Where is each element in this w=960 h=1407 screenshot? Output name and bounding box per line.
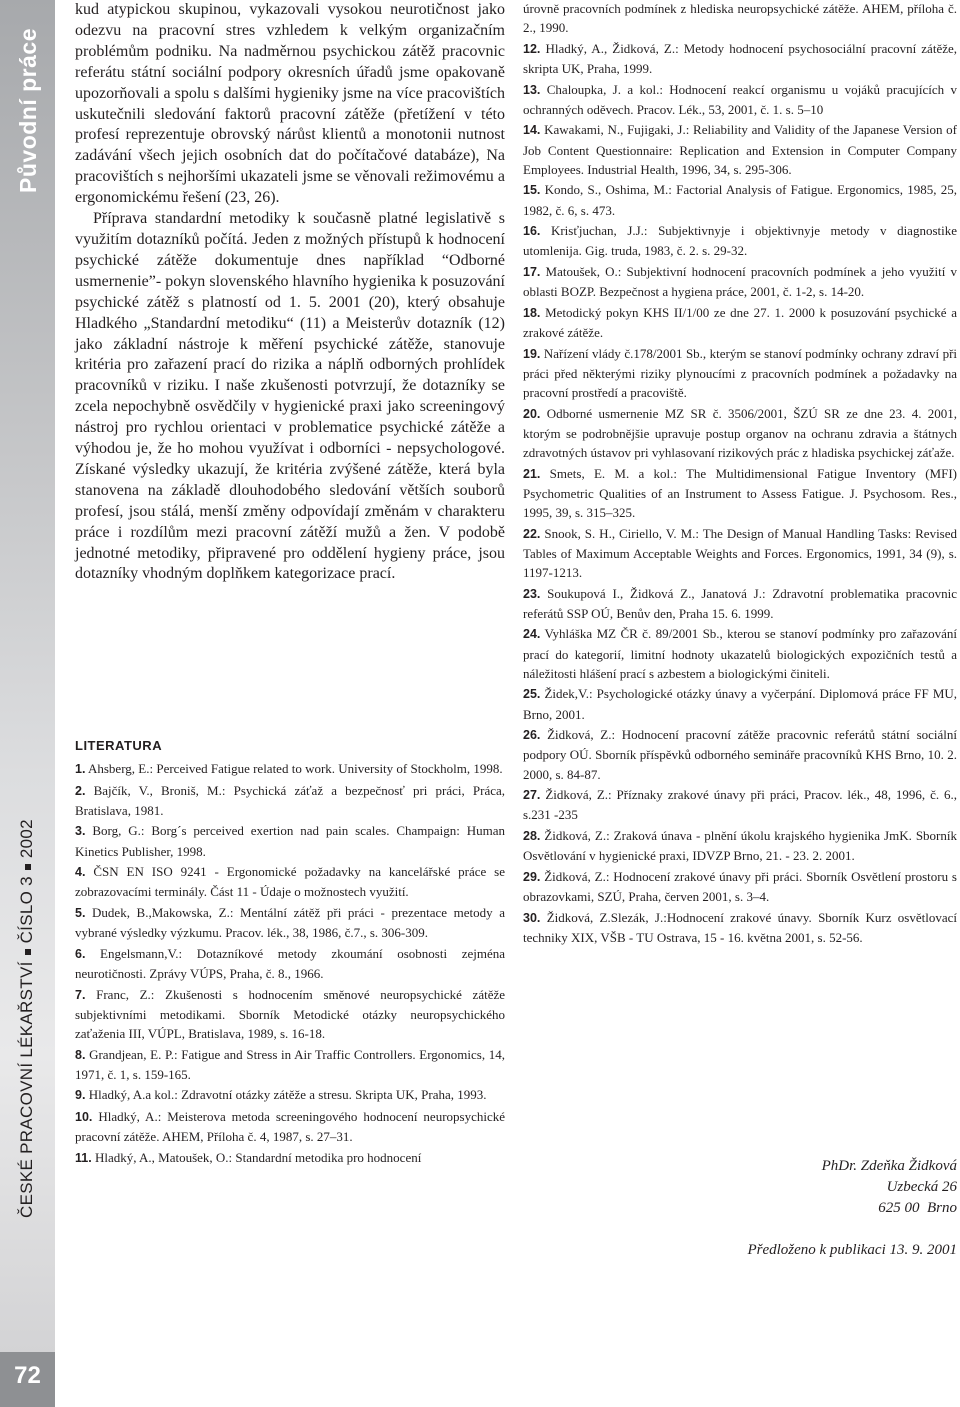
reference-text: Hladký, A., Židková, Z.: Metody hodnocení psychosociální pracovní zátěže, skripta UK, Praha, 1999. [523, 40, 957, 76]
reference-item [75, 1107, 505, 1146]
reference-item [523, 404, 957, 463]
reference-number: 26. [523, 728, 541, 743]
reference-number: 23. [523, 586, 541, 601]
author-city: 625 00 Brno [878, 1200, 957, 1216]
reference-text: Franc, Z.: Zkušenosti s hodnocením směnové neuropsychické zátěže subjektivními metodikami. Sborník Metodické otázky neuropsychického zaťaženia III, VÚPL, Bratislava, 1989, s. 16-18. [75, 986, 506, 1041]
reference-number: 22. [523, 526, 541, 541]
issue-year: 2002 [17, 819, 36, 859]
reference-continuation: úrovně pracovních podmínek z hlediska neuropsychické zátěže. AHEM, příloha č. 2., 1990. [523, 1, 957, 36]
reference-number: 24. [523, 627, 541, 642]
reference-text: Kondo, S., Oshima, M.: Factorial Analysis of Fatigue. Ergonomics, 1985, 25, 1982, č. 6, s. 473. [523, 182, 957, 218]
reference-item [75, 759, 505, 779]
author-block [600, 1156, 957, 1219]
section-title: Původní práce [15, 28, 41, 193]
author-name: PhDr. Zdeňka Židková [821, 1158, 957, 1174]
reference-item [75, 821, 505, 860]
reference-item [75, 985, 505, 1044]
reference-item [523, 725, 957, 784]
reference-number: 16. [523, 224, 541, 239]
literature-heading: LITERATURA [75, 738, 163, 753]
reference-item [523, 684, 957, 723]
reference-text: Bajčík, V., Broniš, M.: Psychická záťaž a bezpečnosť pri práci, Práca, Bratislava, 1981. [75, 782, 506, 818]
reference-number: 9. [75, 1088, 86, 1103]
reference-text: Kawakami, N., Fujigaki, J.: Reliability and Validity of the Japanese Version of Job Content Questionnaire: Replication and Extension in Computer Company Employees. Industrial Health, 1996, 34, s. 295-306. [523, 122, 958, 177]
reference-number: 4. [75, 865, 86, 880]
reference-text: Krisťjuchan, J.J.: Subjektivnyje i objektivnyje metody v diagnostike utomlenija. Gig. truda, 1983, č. 2. s. 29-32. [523, 223, 958, 259]
reference-number: 7. [75, 987, 86, 1002]
reference-number: 27. [523, 788, 541, 803]
references-right [523, 0, 957, 948]
reference-item [523, 826, 957, 865]
issue-label: ČÍSLO 3 [17, 876, 36, 944]
reference-text: Matoušek, O.: Subjektivní hodnocení pracovních podmínek a jeho využití v oblasti BOZP. Bezpečnost a hygiena práce, 2001, č. 1-2, s. 14-20. [523, 263, 957, 300]
reference-item [523, 262, 957, 301]
reference-text: Židková, Z.: Zraková únava - plnění úkolu krajského hygienika JmK. Sborník Osvětlování v hygienické praxi, IDVZP Brno, 21. - 23. 2. 2001. [523, 827, 957, 864]
reference-text: Borg, G.: Borg´s perceived exertion nad pain scales. Champaign: Human Kinetics Publisher, 1998. [75, 823, 506, 859]
reference-text: ČSN EN ISO 9241 - Ergonomické požadavky na kancelářské práce se zobrazovacími terminály. Část 11 - Údaje o možnostech využití. [75, 864, 505, 900]
reference-text: Židková, Z.: Hodnocení zrakové únavy při práci. Sborník Osvětlení prostoru s obrazovkami, SZÚ, Praha, červen 2001, s. 3–4. [523, 868, 957, 904]
reference-text: Chaloupka, J. a kol.: Hodnocení reakcí organismu u vojáků pracujících v ochranných oděvech. Pracov. Lék., 53, 2001, č. 1. s. 5–10 [523, 81, 957, 117]
reference-text: Židková, Z.: Příznaky zrakové únavy při práci, Pracov. lék., 48, 1996, č. 6., s.231 -235 [523, 787, 958, 823]
reference-item [523, 867, 957, 906]
square-bullet-icon [25, 949, 31, 955]
reference-text: Hladký, A., Matoušek, O.: Standardní metodika pro hodnocení [94, 1149, 422, 1165]
reference-item [523, 344, 957, 403]
reference-text: Nařízení vlády č.178/2001 Sb., kterým se stanoví podmínky ochrany zdraví při práci před některými riziky plynoucími z pracovních podmínek a požadavky na pracovní prostředí a pracoviště. [523, 345, 958, 400]
reference-text: Odborné usmernenie MZ SR č. 3506/2001, ŠZÚ SR ze dne 23. 4. 2001, ktorým se podrobnějšie upravuje postup organov na ochranu zdravia a štátnych zdravotných ústavov pri vyhlasovaní rizikových prác z hladiska psychickej záťaže. [523, 405, 958, 460]
reference-item [523, 303, 957, 342]
reference-number: 15. [523, 183, 541, 198]
reference-number: 10. [75, 1109, 93, 1124]
reference-list-left [75, 759, 505, 1168]
reference-text: Ahsberg, E.: Perceived Fatigue related to work. University of Stockholm, 1998. [87, 761, 503, 776]
reference-number: 2. [75, 783, 86, 798]
reference-number: 18. [523, 305, 541, 320]
reference-number: 20. [523, 406, 541, 421]
reference-number: 8. [75, 1047, 86, 1062]
reference-text: Soukupová I., Židková Z., Janatová J.: Zdravotní problematika pracovnic referátů SSP OÚ, Benův den, Praha 15. 6. 1999. [523, 585, 957, 621]
reference-text: Hladký, A.a kol.: Zdravotní otázky zátěže a stresu. Skripta UK, Praha, 1993. [88, 1087, 487, 1103]
reference-text: Grandjean, E. P.: Fatigue and Stress in Air Traffic Controllers. Ergonomics, 14, 1971, č. 1, s. 159-165. [75, 1046, 506, 1082]
reference-text: Engelsmann,V.: Dotazníkové metody zkoumání osobnosti zejména neurotičnosti. Zprávy VÚPS, Praha, č. 8., 1966. [75, 945, 505, 981]
reference-list-right [523, 39, 957, 947]
reference-item [75, 1085, 505, 1105]
reference-item [523, 785, 957, 824]
reference-text: Smets, E. M. a kol.: The Multidimensional Fatigue Inventory (MFI) Psychometric Qualities of an Instrument to Assess Fatigue. J. Psychosom. Res., 1995, 39, s. 315–325. [523, 465, 957, 520]
reference-item [75, 862, 505, 901]
reference-number: 25. [523, 687, 541, 702]
reference-number: 30. [523, 910, 541, 925]
reference-number: 17. [523, 264, 541, 279]
square-bullet-icon [25, 864, 31, 870]
reference-number: 28. [523, 828, 541, 843]
reference-item [523, 524, 957, 583]
journal-issue-line [14, 738, 40, 1218]
reference-item [523, 80, 957, 119]
body-paragraph-2: Příprava standardní metodiky k současně platné legislativě s využitím dotazníků počítá. Jeden z možných přístupů k hodnocení psychické zátěže dokumentuje dnes například “Odborné usmernenie”- pokyn slovenského hlavního hygienika k posuzování psychické zátěž s platností od 1. 5. 2001 (20), který obsahuje Hladkého „Standardní metodiku“ (11) a Meisterův dotazník (12) jako základní nástroje k měření psychické zátěže, stanovuje kritéria pro zařazení prací do rizika a náplň odborných prohlídek pracovníků v riziku. I naše zkušenosti potvrzují, že dotazníky se zcela nepochybně osvědčily v hygienické praxi jako screeningový nástroj pro rychlou orientaci v problematice psychické zátěže a výhodou je, že ho mohou využívat i odborníci - nepsychologové. Získané výsledky ukazují, že kritéria zvýšené zátěže, která byla stanovena na základě dlouhodobého sledování větších souborů profesí, jsou stálá, menší změny odpovídají změnám v charakteru práce i rozdílům mezi pracovní zátěží mužů a žen. V podobě jednotné metodiky, připravené pro oddělení hygieny práce, jsou dotazníky vhodným doplňkem kategorizace prací. [75, 210, 505, 583]
reference-number: 14. [523, 123, 541, 138]
reference-item [523, 584, 957, 623]
reference-item [523, 464, 957, 523]
reference-text: Metodický pokyn KHS II/1/00 ze dne 27. 1. 2000 k posuzování psychické a zrakové zátěže. [523, 304, 958, 340]
reference-item [75, 903, 505, 942]
reference-text: Dudek, B.,Makowska, Z.: Mentální zátěž při práci - prezentace metody a vybrané výsledky výzkumu. Pracov. lék., 38, 1986, č.7., s. 306-309. [75, 904, 505, 941]
journal-name: ČESKÉ PRACOVNÍ LÉKAŘSTVÍ [17, 961, 36, 1218]
reference-item [523, 180, 957, 219]
reference-number: 19. [523, 346, 541, 361]
reference-number: 29. [523, 869, 541, 884]
reference-text: Židková, Z.: Hodnocení pracovní zátěže pracovnic referátů státní sociální podpory OÚ. Sborník příspěvků odborného semináře pracovníků KHS Brno, 10. 2. 2000, s. 84-87. [523, 727, 957, 782]
reference-number: 3. [75, 824, 86, 839]
reference-item [75, 944, 505, 983]
reference-number: 1. [75, 762, 86, 776]
reference-number: 12. [523, 41, 541, 56]
body-paragraph-1: kud atypickou skupinou, vykazovali vysokou neurotičnost jako odezvu na pracovní stres vzhledem k velkým organizačním problémům podniku. Na nadměrnou psychickou zátěž pracovnic referátu státní sociální podpory okresních úřadů jsme opakovaně upozorňovali a spolu s dalšími hygieniky jsme na více pracovištích uskutečnili sledování faktorů pracovní zátěže (přetížení v této profesí reprezentuje obrovský nárůst klientů a monotonii nutnost zadávání všech jejich osobních dat do počítačové databáze), Na pracovištích s nejhoršími ukazateli jsme se věnovali režimovému a ergonomickému řešení (23, 26). [75, 1, 505, 207]
reference-text: Hladký, A.: Meisterova metoda screeningového hodnocení neuropsychické pracovní zátěže. AHEM, Příloha č. 4, 1987, s. 27–31. [75, 1108, 506, 1145]
reference-number: 6. [75, 946, 86, 961]
page-number: 72 [14, 1362, 41, 1389]
submitted-note: Předloženo k publikaci 13. 9. 2001 [747, 1242, 957, 1258]
left-column [75, 0, 505, 585]
references-left [75, 759, 505, 1169]
reference-item [75, 1045, 505, 1084]
reference-text: Židek,V.: Psychologické otázky únavy a vyčerpání. Diplomová práce FF MU, Brno, 2001. [523, 686, 958, 722]
reference-item [523, 908, 957, 947]
reference-number: 21. [523, 466, 541, 481]
reference-item [523, 39, 957, 78]
reference-text: Snook, S. H., Ciriello, V. M.: The Design of Manual Handling Tasks: Revised Tables of Maximum Acceptable Weights and Forces. Ergonomics, 1991, 34 (9), s. 1197-1213. [523, 525, 958, 580]
reference-item [75, 1148, 505, 1168]
reference-item [523, 221, 957, 260]
reference-text: Židková, Z.Slezák, J.:Hodnocení zrakové únavy. Sborník Kurz osvětlovací techniky XIX, VŠB - TU Ostrava, 15 - 16. května 2001, s. 52-56. [523, 909, 958, 945]
reference-text: Vyhláška MZ ČR č. 89/2001 Sb., kterou se stanoví podmínky pro zařazování prací do kategorií, limitní hodnoty ukazatelů biologických expozičních testů a náležitosti hlášení prací s azbestem a biologickými činiteli. [523, 626, 957, 681]
reference-item [75, 781, 505, 820]
reference-item [523, 120, 957, 179]
reference-number: 11. [75, 1150, 92, 1165]
reference-number: 13. [523, 82, 541, 97]
author-street: Uzbecká 26 [886, 1179, 957, 1195]
reference-item [523, 624, 957, 683]
reference-number: 5. [75, 905, 86, 920]
